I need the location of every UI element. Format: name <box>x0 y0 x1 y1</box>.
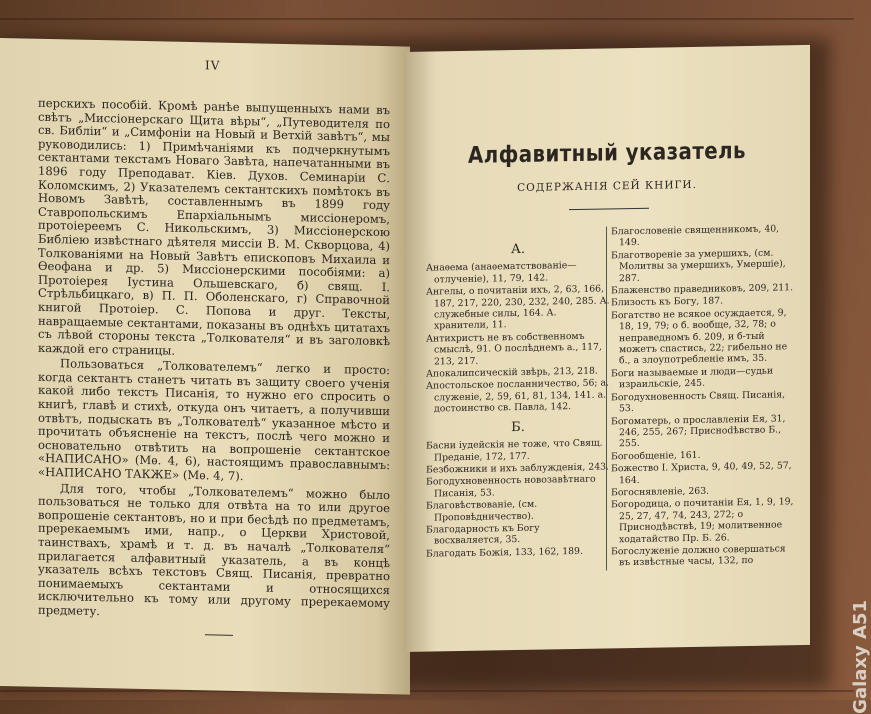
index-letter: А. <box>511 241 525 258</box>
index-subtitle: СОДЕРЖАНІЯ СЕЙ КНИГИ. <box>517 178 697 195</box>
index-entry: Благотвореніе за умершихъ, (см. Молитвы за умершихъ, Умершіе), 287. <box>611 247 786 284</box>
index-letter: Б. <box>511 419 525 435</box>
index-column-right <box>606 223 799 570</box>
left-page <box>0 38 410 695</box>
right-page <box>404 45 810 652</box>
index-entry: Божество І. Христа, 9, 40, 49, 52, 57, 164. <box>611 460 792 486</box>
index-entry: Богатство не всякое осуждается, 9, 18, 19, 79; о б. вообще, 32, 78; о неправедномъ б. 209, и б-тый можетъ спастись, 22; гибельно не б., а злоупотребленіе имъ, 35. <box>611 307 788 367</box>
wood-plank-seam <box>0 690 854 692</box>
index-entry: Блаженство праведниковъ, 209, 211. <box>611 282 794 297</box>
index-entry: Анаѳема (анаѳематствованіе—отлученіе), 11, 79, 142. <box>426 260 577 286</box>
index-entry: Благовѣствованіе, (см. Проповѣдничество). <box>426 498 538 524</box>
index-entry: Апокалипсическій звѣрь, 213, 218. <box>426 365 598 380</box>
index-entry: Басни іудейскія не тоже, что Свящ. Преданіе, 172, 177. <box>426 437 603 463</box>
paragraph: Для того, чтобы „Толкователемъ“ можно было пользоваться не только для отвѣта на то или другое вопрошеніе сектантовъ, но и при бесѣдѣ по предметамъ, пререкаемымъ ими, напр., о Церкви Христовой, таинствахъ, храмѣ и т. д. въ началѣ „Толкователя“ прилагается алфавитный указатель, а въ концѣ указатель всѣхъ текстовъ Свящ. Писанія, превратно понимаемыхъ сектантами и относящихся исключительно къ тому или другому пререкаемому предмету. <box>38 480 390 619</box>
index-entry: Богоснявленіе, 263. <box>611 485 710 499</box>
index-entry: Богодухновенность Свящ. Писанія, 53. <box>611 389 786 415</box>
index-entry: Боги называемые и люди—судьи израильскіе, 245. <box>611 365 774 391</box>
index-entry: Богородица, о почитаніи Ея, 1, 9, 19, 25, 27, 47, 74, 243, 272; о Приснодѣвствѣ, 19; молитвенное ходатайство Пр. Б. 26. <box>611 496 794 545</box>
camera-watermark: Galaxy A51 <box>850 600 871 714</box>
index-entry: Антихристъ не въ собственномъ смыслѣ, 91. О послѣднемъ а., 117, 213, 217. <box>426 330 602 368</box>
index-entry: Богодухновенность новозавѣтнаго Писанія, 53. <box>426 473 596 500</box>
title-rule <box>569 208 649 210</box>
index-entry: Богослуженіе должно совершаться въ извѣстные часы, 132, по <box>611 543 786 569</box>
index-title: Алфавитный указатель <box>468 138 746 169</box>
end-rule <box>205 634 233 636</box>
index-entry: Благословеніе священникомъ, 40, 149. <box>611 223 780 249</box>
index-entry: Апостольское посланничество, 56; а. служеніе, 2, 59, 61, 81, 134, 141. а. достоинство св. Павла, 142. <box>426 377 610 415</box>
index-column-left <box>426 234 610 560</box>
wood-plank-seam <box>0 18 854 20</box>
index-entry: Благодать Божія, 133, 162, 189. <box>426 545 583 560</box>
index-entry: Безбожники и ихъ заблужденія, 243. <box>426 461 609 476</box>
index-entry: Близость къ Богу, 187. <box>611 295 724 309</box>
index-entry: Богообщеніе, 161. <box>611 449 701 463</box>
left-page-text <box>38 97 390 627</box>
index-entry: Богоматерь, о прославленіи Ея, 31, 246, 255, 267; Присноdѣвство Б., 255. <box>611 412 786 450</box>
index-entry: Благодарность къ Богу восхваляется, 35. <box>426 522 540 547</box>
paragraph: Пользоваться „Толкователемъ“ легко и просто: когда сектантъ станетъ читать въ защиту своего ученія какой либо текстъ Писанія, то нужно его спросить о книгѣ, главѣ и стихѣ, откуда онъ читаетъ, а получивши отвѣтъ, подыскать въ „Толкователѣ“ указанное мѣсто и прочитать объясненіе на текстъ, послѣ чего можно и основательно отвѣтить на вопрошеніе сектантское «НАПИСАНО» (Мѳ. 4, 6), настоящимъ православнымъ: «НАПИСАНО ТАКЖЕ» (Мѳ. 4, 7). <box>38 356 390 484</box>
page-number: IV <box>205 58 221 73</box>
paragraph: перскихъ пособій. Кромѣ ранѣе выпущенныхъ нами въ свѣтъ „Миссіонерскаго Щита вѣры“, „Путеводителя по св. Библіи“ и „Симфоніи на Новый и Ветхій завѣтъ“, мы руководились: 1) Примѣчаніями къ подчеркнутымъ сектантами текстамъ Новаго Завѣта, напечатанными въ 1896 году Преподават. Кіев. Духов. Семинаріи С. Коломскимъ, 2) Указателемъ сектантскихъ помѣтокъ въ Новомъ Завѣтѣ, составленнымъ въ 1899 году Ставропольскимъ Епархіальнымъ миссіонеромъ, протоіереемъ С. Никольскимъ, 3) Миссіонерскою Библіею извѣстнаго дѣятеля миссіи В. М. Скворцова, 4) Толкованіями на Новый Завѣтъ епископовъ Михаила и Ѳеофана и др. 5) Миссіонерскими пособіями: а) Протоіерея Іустина Ольшевскаго, б) свящ. І. Стрѣльбицкаго, в) П. П. Оболенскаго, г) Справочной книгой Протоіер. С. Попова и друг. Тексты, навращаемые сектантами, показаны въ однѣхъ цитатахъ съ лѣвой стороны текста „Толкователя“ и въ заголовкѣ каждой его страницы. <box>38 95 390 358</box>
index-entry: Ангелы, о почитаніи ихъ, 2, 63, 166, 187, 217, 220, 230, 232, 240, 285. А. служебные силы, 164. А. хранители, 11. <box>426 283 610 332</box>
